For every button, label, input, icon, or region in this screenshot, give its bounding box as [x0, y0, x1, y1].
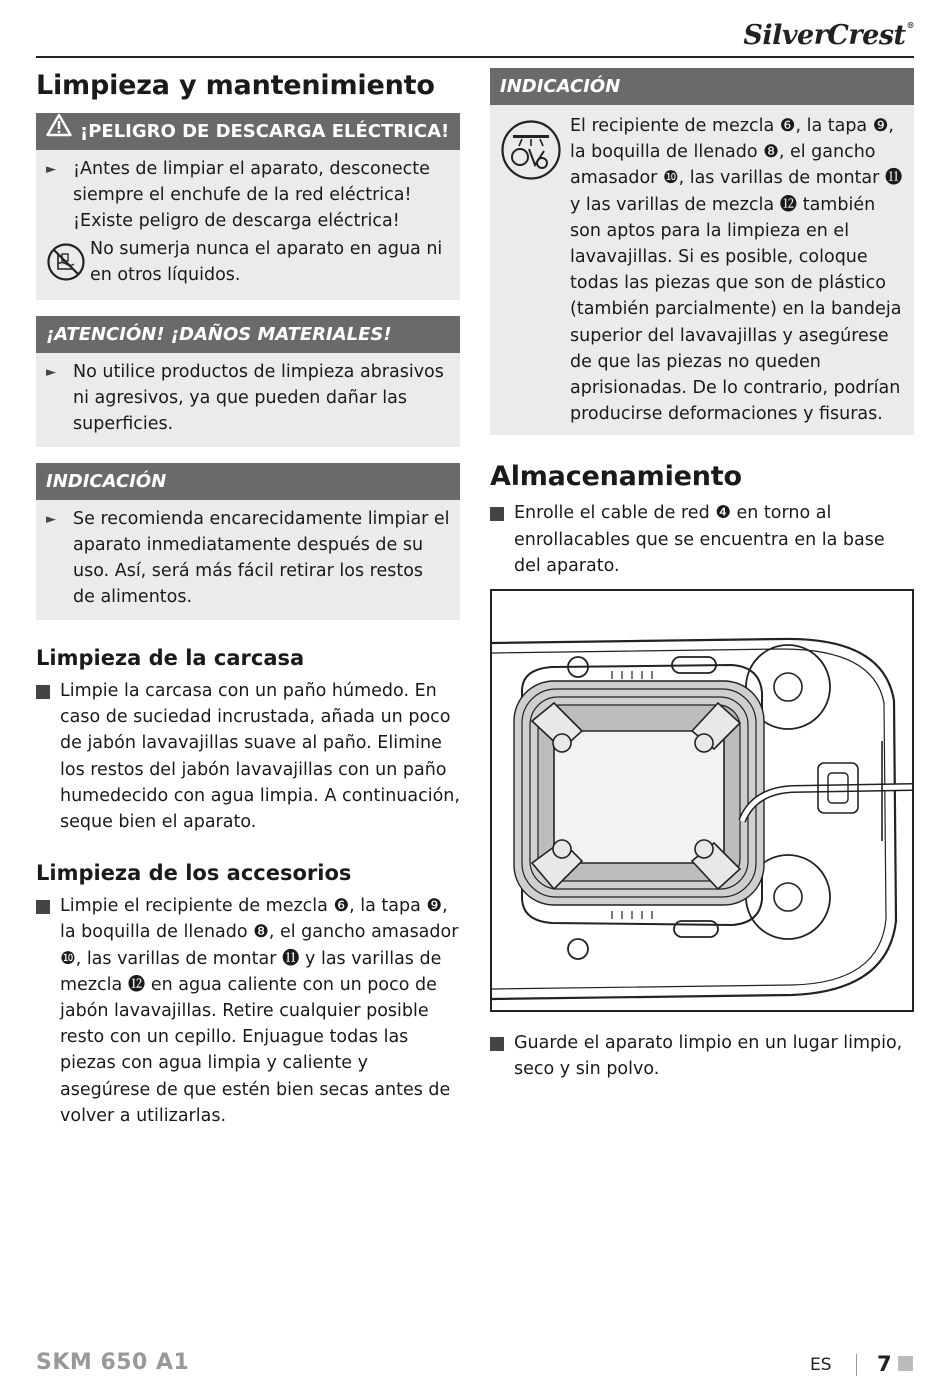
subsection-title: Limpieza de la carcasa: [36, 646, 305, 670]
note-box: INDICACIÓN El recipiente de mezcla ❻, la tapa ❾, la boquilla de llenado ❽, el gancho amasador ❿, las varillas de montar ⓫ y las varillas de mezcla ⓬ también son aptos para la limpieza en el lavavajillas. Si es posible, coloque todas las piezas que son de plástico (también parcialmente) en la bandeja superior del lavavajillas y asegúrese de que las piezas no queden aprisionadas. De lo contrario, podrían producirse deformaciones y fisuras.: [490, 68, 914, 435]
danger-box: [36, 113, 460, 300]
list-item: Limpie la carcasa con un paño húmedo. En caso de suciedad incrustada, añada un poco de jabón lavavajillas suave al paño. Elimine los restos del jabón lavavajillas con un paño humedecido con agua limpia. A continuación, seque bien el aparato.: [36, 678, 460, 835]
note-box-heading: INDICACIÓN: [490, 68, 914, 105]
section-title: Almacenamiento: [490, 461, 742, 493]
header-rule: [36, 56, 914, 58]
list-item: ► ¡Antes de limpiar el aparato, desconecte siempre el enchufe de la red eléctrica! ¡Existe peligro de descarga eléctrica!: [46, 156, 450, 234]
brand-logo: SilverCrest®: [743, 20, 914, 51]
right-column: [490, 68, 914, 1082]
attention-box: [36, 316, 460, 447]
square-bullet-icon: [36, 678, 60, 835]
square-bullet-icon: [490, 1030, 514, 1082]
list-item: Guarde el aparato limpio en un lugar limpio, seco y sin polvo.: [490, 1030, 914, 1082]
no-immerse-in-water-icon: [46, 236, 90, 290]
section-title: Limpieza y mantenimiento: [36, 70, 435, 101]
list-item: ► No utilice productos de limpieza abrasivos ni agresivos, ya que pueden dañar las superficies.: [46, 359, 450, 437]
list-item: No sumerja nunca el aparato en agua ni en otros líquidos.: [46, 236, 450, 290]
page-number: 7: [877, 1352, 892, 1376]
cable-storage-illustration: [490, 589, 914, 1012]
list-item: Limpie el recipiente de mezcla ❻, la tapa ❾, la boquilla de llenado ❽, el gancho amasador ❿, las varillas de montar ⓫ y las varillas de mezcla ⓬ en agua caliente con un poco de jabón lavavajillas. Retire cualquier posible resto con un cepillo. Enjuague todas las piezas con agua limpia y caliente y asegúrese de que estén bien secas antes de volver a utilizarlas.: [36, 893, 460, 1129]
footer-square-icon: [898, 1356, 913, 1371]
square-bullet-icon: [36, 893, 60, 1129]
footer-language: ES: [810, 1355, 832, 1375]
note-box-heading: INDICACIÓN: [36, 463, 460, 500]
arrow-bullet-icon: ►: [46, 512, 56, 527]
note-box: [36, 463, 460, 620]
arrow-bullet-icon: ►: [46, 365, 56, 380]
square-bullet-icon: [490, 500, 514, 579]
footer-divider: [856, 1354, 857, 1376]
arrow-bullet-icon: ►: [46, 162, 56, 177]
list-item: Enrolle el cable de red ❹ en torno al enrollacables que se encuentra en la base del aparato.: [490, 500, 914, 579]
footer-model: SKM 650 A1: [36, 1350, 190, 1375]
dishwasher-safe-icon: [500, 113, 570, 427]
danger-box-heading: ¡PELIGRO DE DESCARGA ELÉCTRICA!: [36, 113, 460, 150]
attention-box-heading: ¡ATENCIÓN! ¡DAÑOS MATERIALES!: [36, 316, 460, 353]
list-item: ► Se recomienda encarecidamente limpiar el aparato inmediatamente después de su uso. Así, será más fácil retirar los restos de alimentos.: [46, 506, 450, 610]
left-column: [36, 68, 460, 1129]
warning-triangle-icon: [46, 113, 72, 150]
subsection-title: Limpieza de los accesorios: [36, 861, 352, 886]
